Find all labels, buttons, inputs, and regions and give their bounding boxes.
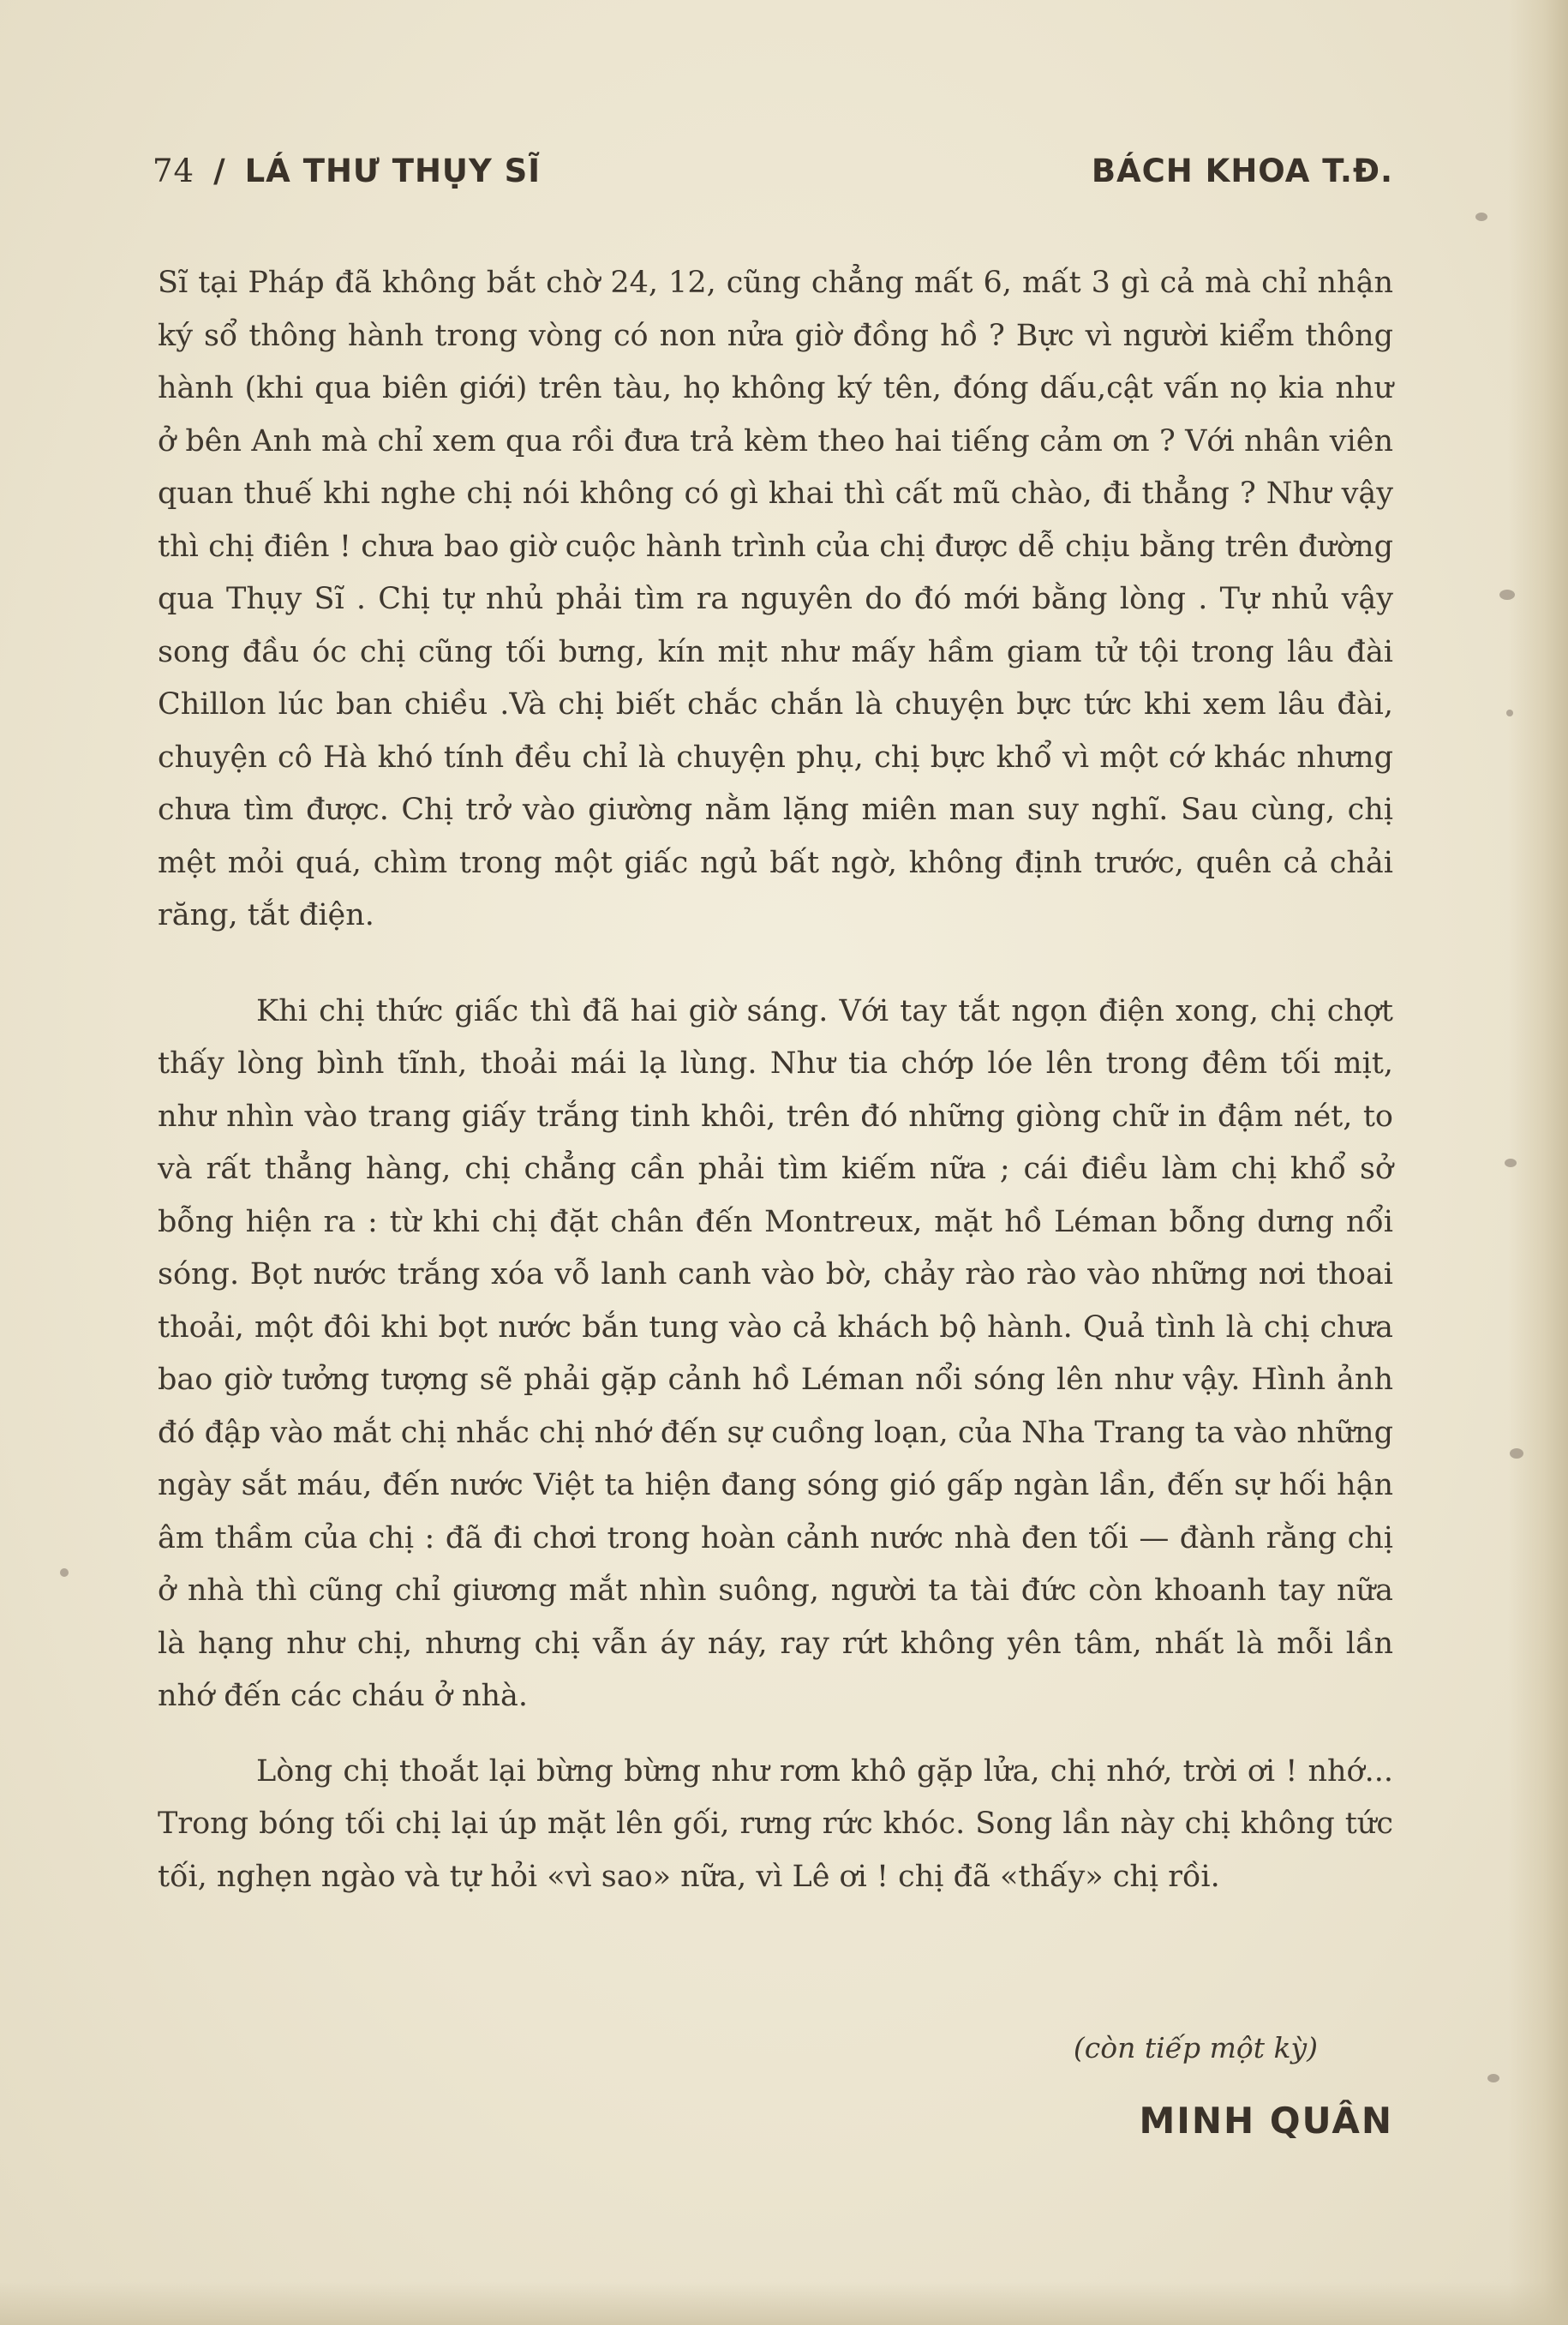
- publication-name: BÁCH KHOA T.Đ.: [1091, 153, 1393, 189]
- running-head: [153, 153, 1393, 213]
- header-divider: /: [213, 153, 226, 189]
- running-head-left: [153, 153, 541, 189]
- paragraph-1: Sĩ tại Pháp đã không bắt chờ 24, 12, cũng chẳng mất 6, mất 3 gì cả mà chỉ nhận ký sổ thông hành trong vòng có non nửa giờ đồng hồ ? Bực vì người kiểm thông hành (khi qua biên giới) trên tàu, họ không ký tên, đóng dấu,cật vấn nọ kia như ở bên Anh mà chỉ xem qua rồi đưa trả kèm theo hai tiếng cảm ơn ? Với nhân viên quan thuế khi nghe chị nói không có gì khai thì cất mũ chào, đi thẳng ? Như vậy thì chị điên ! chưa bao giờ cuộc hành trình của chị được dễ chịu bằng trên đường qua Thụy Sĩ . Chị tự nhủ phải tìm ra nguyên do đó mới bằng lòng . Tự nhủ vậy song đầu óc chị cũng tối bưng, kín mịt như mấy hầm giam tử tội trong lâu đài Chillon lúc ban chiều .Và chị biết chắc chắn là chuyện bực tức khi xem lâu đài, chuyện cô Hà khó tính đều chỉ là chuyện phụ, chị bực khổ vì một cớ khác nhưng chưa tìm được. Chị trở vào giường nằm lặng miên man suy nghĩ. Sau cùng, chị mệt mỏi quá, chìm trong một giấc ngủ bất ngờ, không định trước, quên cả chải răng, tắt điện.: [158, 266, 1393, 932]
- to-be-continued-note: (còn tiếp một kỳ): [1073, 2031, 1318, 2064]
- article-footer: [158, 2031, 1393, 2142]
- page-bottom-shadow: [0, 2282, 1568, 2325]
- paragraph-2: Khi chị thức giấc thì đã hai giờ sáng. Với tay tắt ngọn điện xong, chị chợt thấy lòng bình tĩnh, thoải mái lạ lùng. Như tia chớp lóe lên trong đêm tối mịt, như nhìn vào trang giấy trắng tinh khôi, trên đó những giòng chữ in đậm nét, to và rất thẳng hàng, chị chẳng cần phải tìm kiếm nữa ; cái điều làm chị khổ sở bỗng hiện ra : từ khi chị đặt chân đến Montreux, mặt hồ Léman bỗng dưng nổi sóng. Bọt nước trắng xóa vỗ lanh canh vào bờ, chảy rào rào vào những nơi thoai thoải, một đôi khi bọt nước bắn tung vào cả khách bộ hành. Quả tình là chị chưa bao giờ tưởng tượng sẽ phải gặp cảnh hồ Léman nổi sóng lên như vậy. Hình ảnh đó đập vào mắt chị nhắc chị nhớ đến sự cuồng loạn, của Nha Trang ta vào những ngày sắt máu, đến nước Việt ta hiện đang sóng gió gấp ngàn lần, đến sự hối hận âm thầm của chị : đã đi chơi trong hoàn cảnh nước nhà đen tối — đành rằng chị ở nhà thì cũng chỉ giương mắt nhìn suông, người ta tài đức còn khoanh tay nữa là hạng như chị, nhưng chị vẫn áy náy, ray rứt không yên tâm, nhất là mỗi lần nhớ đến các cháu ở nhà.: [158, 993, 1393, 1713]
- author-name: MINH QUÂN: [1139, 2100, 1393, 2142]
- article-body: [158, 257, 1393, 1903]
- section-title: LÁ THƯ THỤY SĨ: [244, 153, 542, 189]
- paragraph-3: Lòng chị thoắt lại bừng bừng như rơm khô gặp lửa, chị nhớ, trời ơi ! nhớ... Trong bóng tối chị lại úp mặt lên gối, rưng rức khóc. Song lần này chị không tức tối, nghẹn ngào và tự hỏi «vì sao» nữa, vì Lê ơi ! chị đã «thấy» chị rồi.: [158, 1753, 1393, 1894]
- page-number: 74: [153, 153, 195, 189]
- page-edge-shadow: [1508, 0, 1568, 2325]
